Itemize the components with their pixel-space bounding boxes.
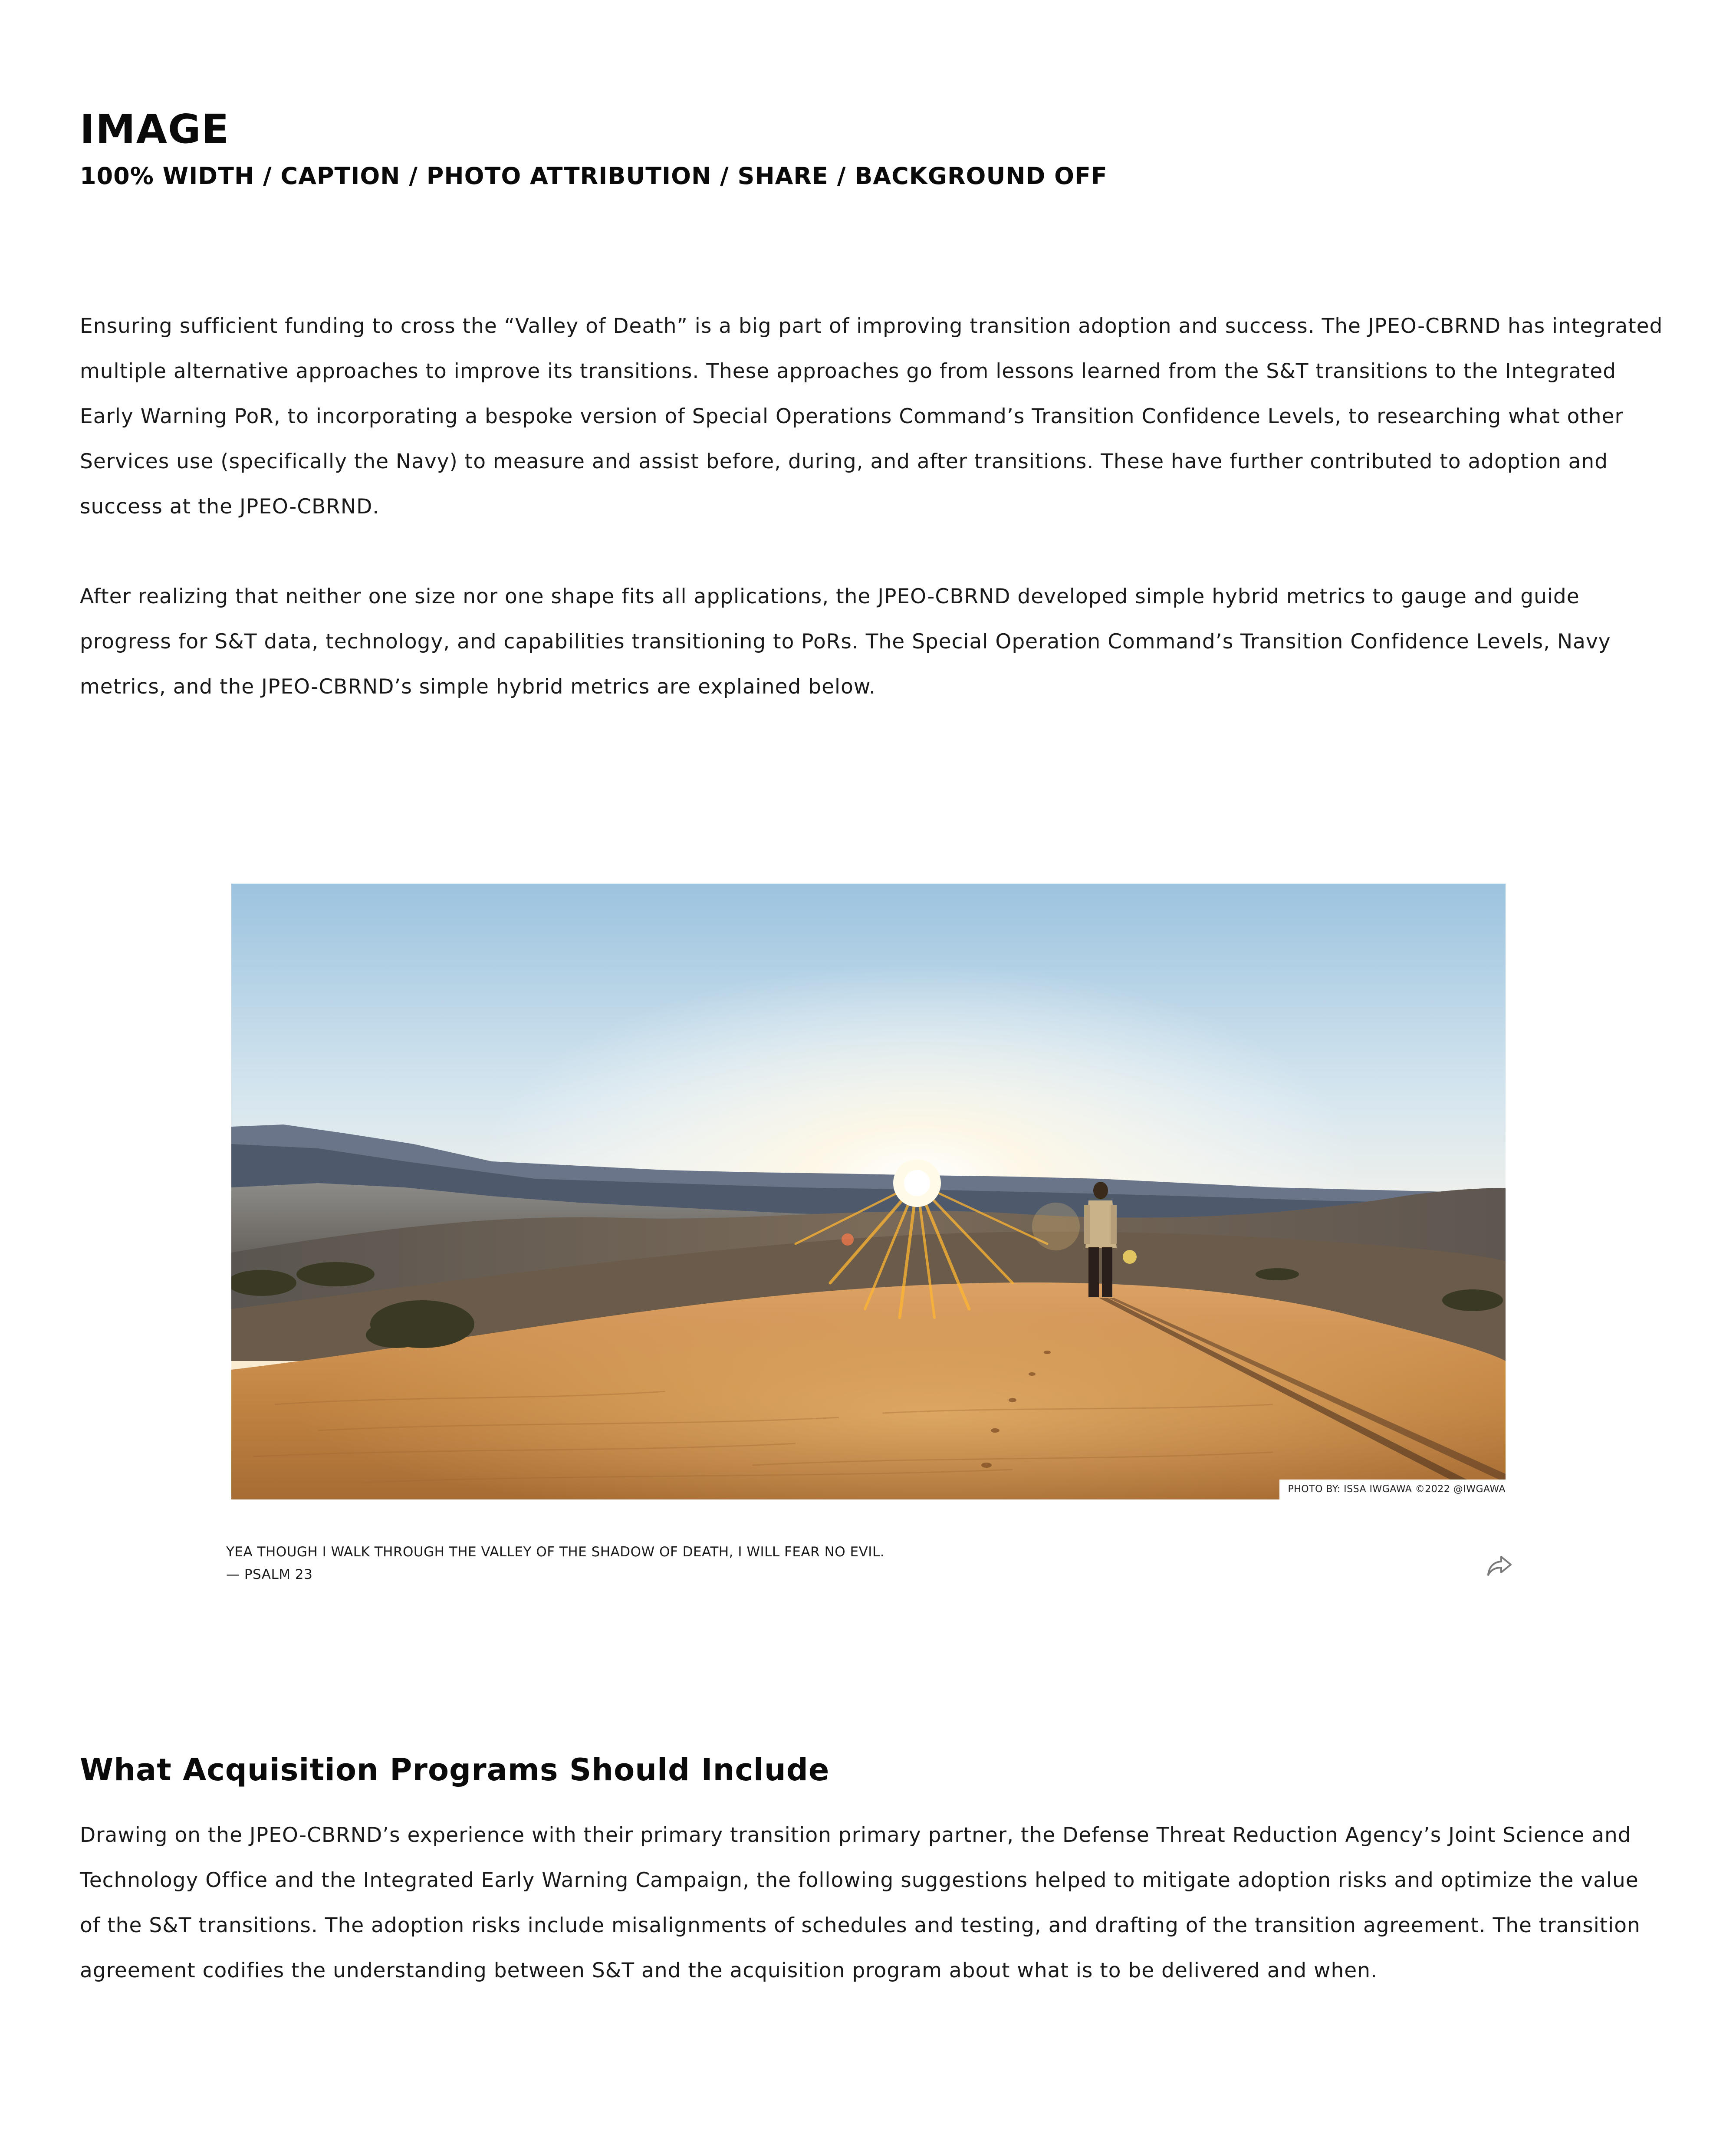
caption-text: YEA THOUGH I WALK THROUGH THE VALLEY OF THE SHADOW OF DEATH, I WILL FEAR NO EVIL. [226, 1544, 885, 1560]
page-header [80, 104, 1642, 192]
photo-credit: PHOTO BY: ISSA IWGAWA ©2022 @IWGAWA [1279, 1480, 1506, 1499]
body-paragraph-1: Ensuring sufficient funding to cross the “Valley of Death” is a big part of improving transition adoption and success. The JPEO-CBRND has integrated multiple alternative approaches to improve its transitions. These approaches go from lessons learned from the S&T transitions to the Integrated Early Warning PoR, to incorporating a bespoke version of Special Operations Command’s Transition Confidence Levels, to researching what other Services use (specifically the Navy) to measure and assist before, during, and after transitions. These have further contributed to adoption and success at the JPEO-CBRND. [80, 314, 1663, 519]
section-paragraph: Drawing on the JPEO-CBRND’s experience with their primary transition primary partner, the Defense Threat Reduction Agency’s Joint Science and Technology Office and the Integrated Early Warning Campaign, the following suggestions helped to mitigate adoption risks and optimize the value of the S&T transitions. The adoption risks include misalignments of schedules and testing, and drafting of the transition agreement. The transition agreement codifies the understanding between S&T and the acquisition program about what is to be delivered and when. [80, 1823, 1641, 1983]
page-subtitle: 100% WIDTH / CAPTION / PHOTO ATTRIBUTION / SHARE / BACKGROUND OFF [80, 162, 1108, 190]
share-arrow-icon [1486, 1554, 1513, 1578]
body-paragraph-2: After realizing that neither one size nor one shape fits all applications, the JPEO-CBRND developed simple hybrid metrics to gauge and guide progress for S&T data, technology, and capabilities transitioning to PoRs. The Special Operation Command’s Transition Confidence Levels, Navy metrics, and the JPEO-CBRND’s simple hybrid metrics are explained below. [80, 585, 1611, 699]
desert-sunrise-photo [231, 884, 1506, 1499]
caption-attribution: — PSALM 23 [226, 1567, 313, 1582]
section-heading: What Acquisition Programs Should Include [80, 1752, 830, 1788]
image-caption [226, 1541, 1398, 1586]
feature-image [231, 884, 1506, 1499]
page-title: IMAGE [80, 106, 230, 152]
share-button[interactable] [1483, 1552, 1516, 1580]
